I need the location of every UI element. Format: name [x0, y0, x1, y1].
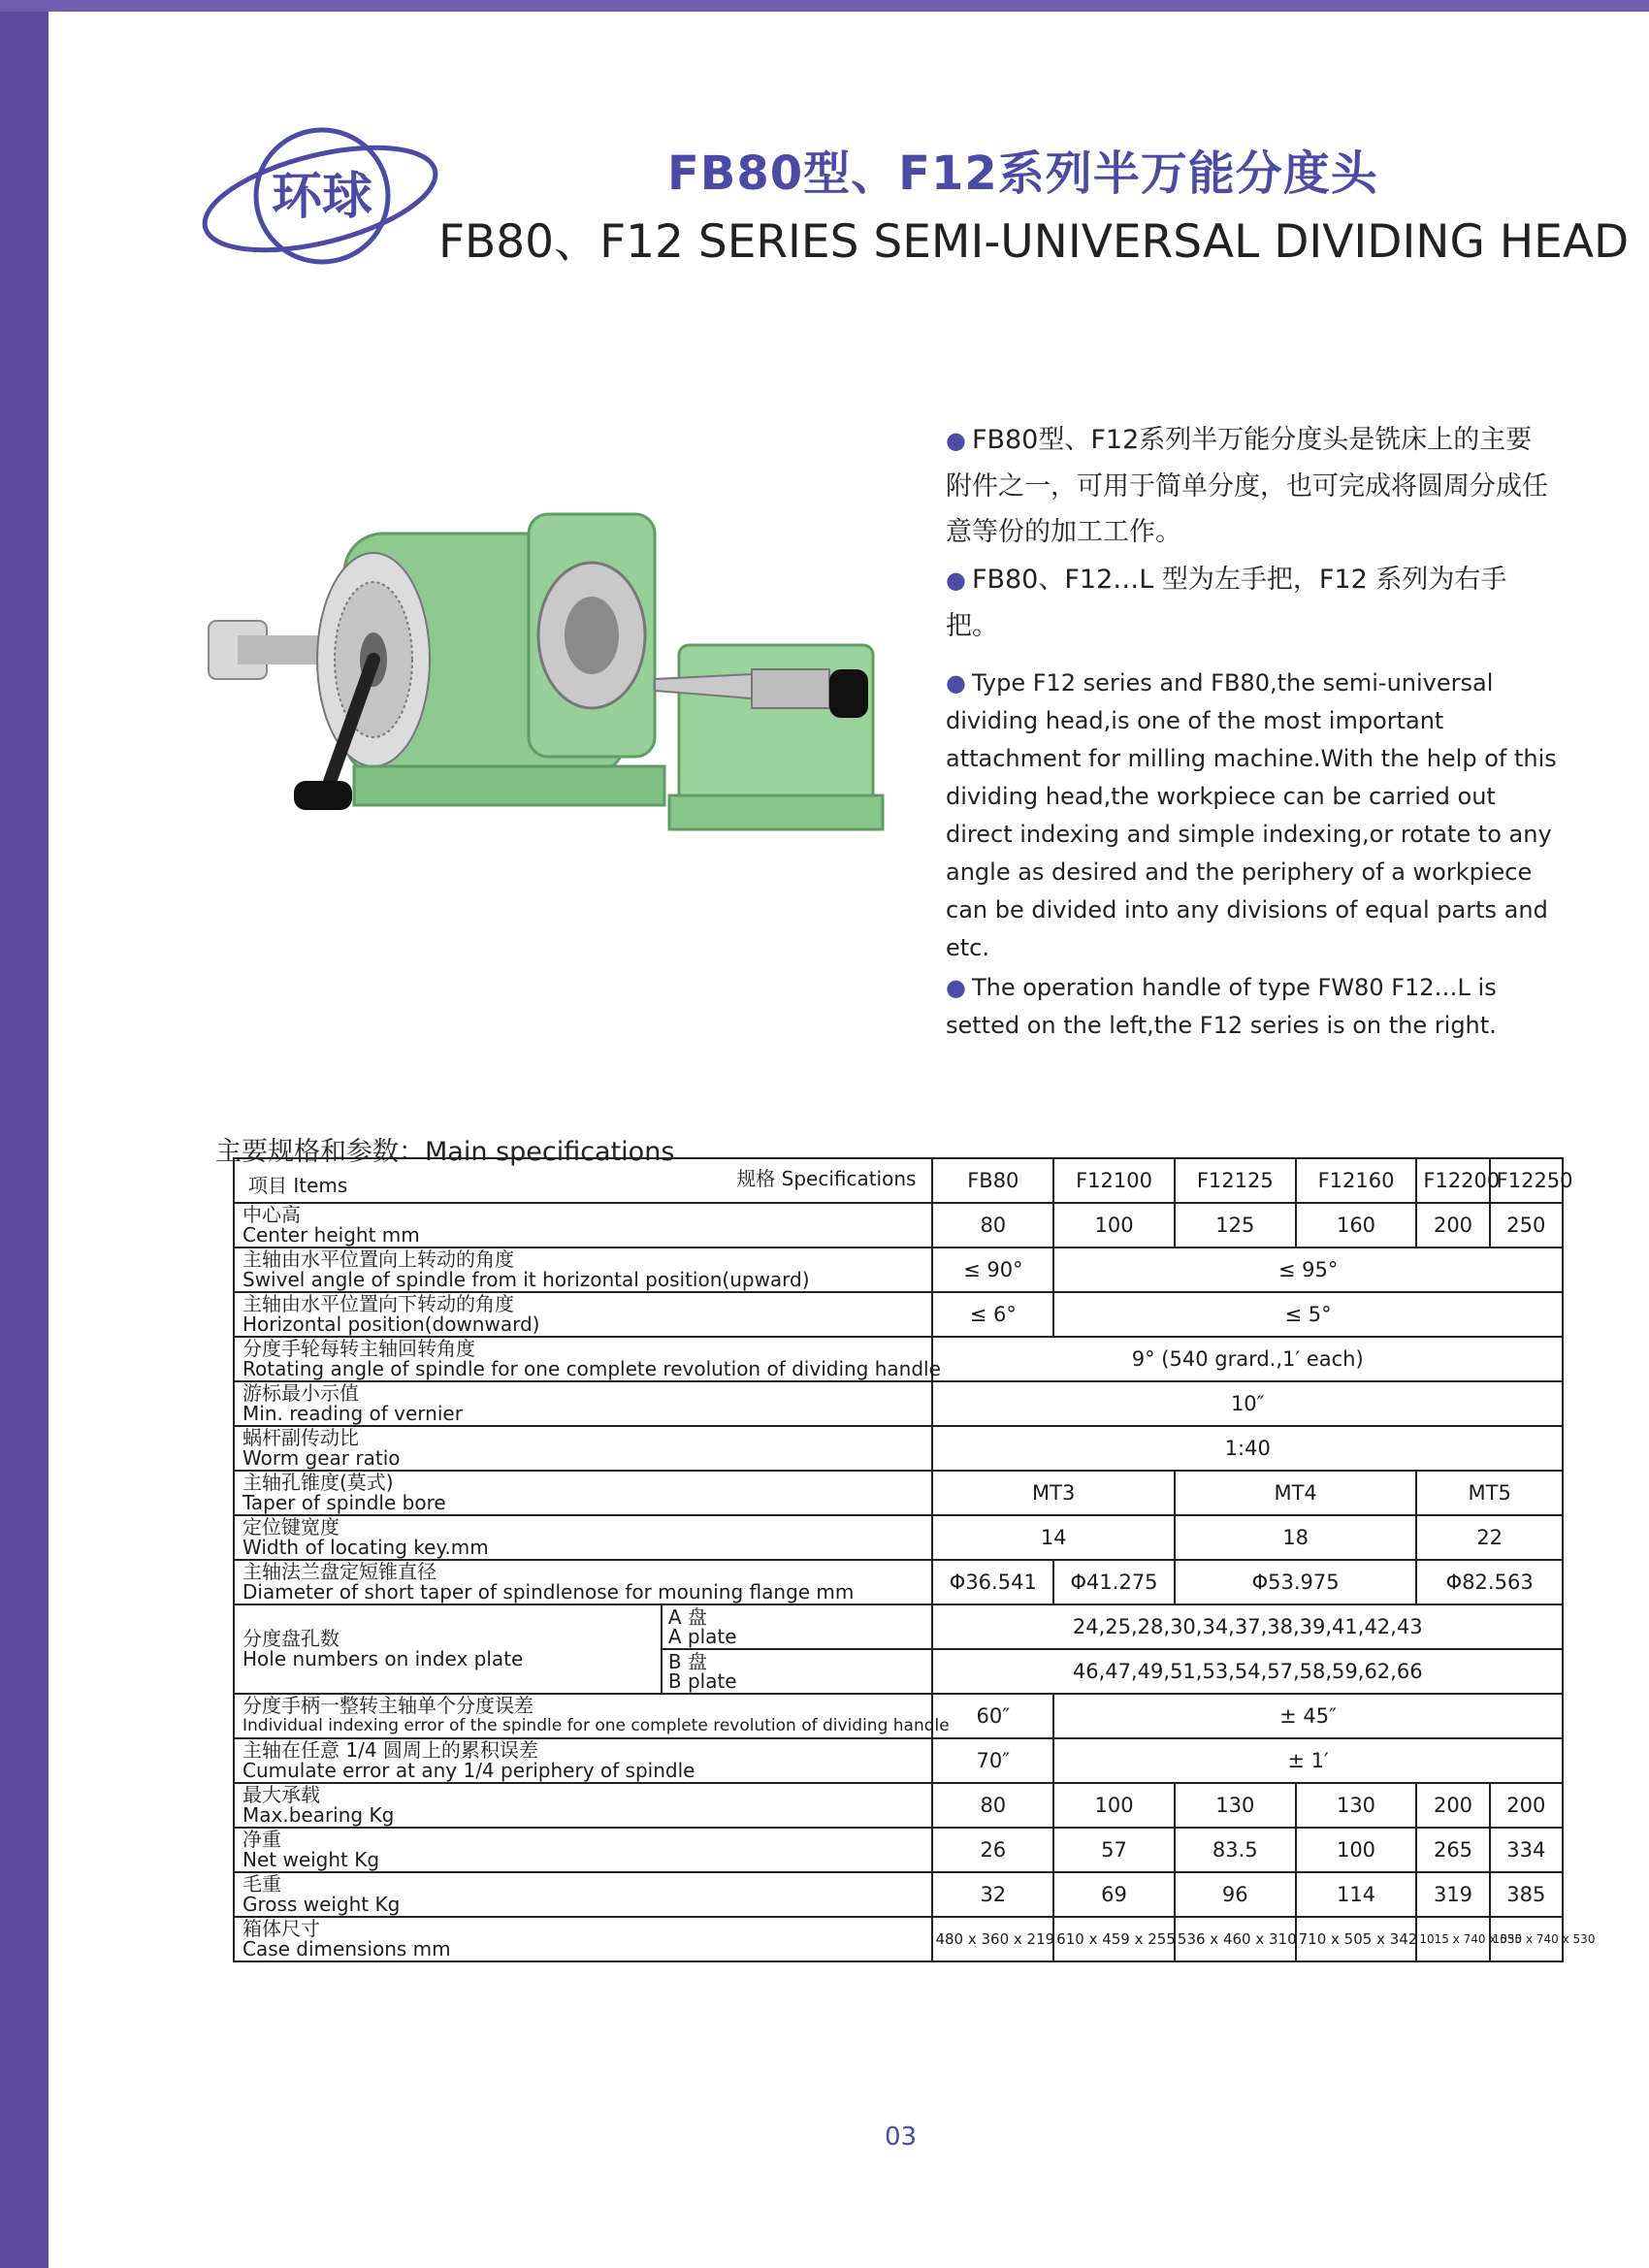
table-header-row [234, 1158, 1563, 1203]
row-label: 箱体尺寸 Case dimensions mm [234, 1917, 932, 1961]
bullet-icon: ● [946, 427, 966, 454]
description-chinese [946, 417, 1557, 651]
row-label: 分度手柄一整转主轴单个分度误差 Individual indexing error of the spindle for one complete revolution of dividing handle [234, 1694, 932, 1738]
table-row: 主轴孔锥度(莫式) Taper of spindle bore MT3 MT4 MT5 [234, 1471, 1563, 1515]
description-en-paragraph-2: ● The operation handle of type FW80 F12…L is setted on the left,the F12 series is on the right. [946, 974, 1497, 1039]
table-row: 主轴在任意 1/4 圆周上的累积误差 Cumulate error at any 1/4 periphery of spindle 70″ ± 1′ [234, 1738, 1563, 1783]
model-header: FB80 [932, 1158, 1053, 1203]
table-row: 分度手轮每转主轴回转角度 Rotating angle of spindle for one complete revolution of dividing handle 9° (540 grard.,1′ each) [234, 1337, 1563, 1381]
model-header: F12250 [1490, 1158, 1563, 1203]
title-english: FB80、F12 SERIES SEMI-UNIVERSAL DIVIDING HEAD [438, 215, 1630, 269]
row-label: 蜗杆副传动比 Worm gear ratio [234, 1426, 932, 1471]
table-row: 主轴由水平位置向上转动的角度 Swivel angle of spindle from it horizontal position(upward) ≤ 90° ≤ 95° [234, 1247, 1563, 1292]
table-row: 游标最小示值 Min. reading of vernier 10″ [234, 1381, 1563, 1426]
title-chinese: FB80型、F12系列半万能分度头 [667, 146, 1378, 201]
model-header: F12200 [1416, 1158, 1489, 1203]
description-cn-paragraph-2: ● FB80、F12…L 型为左手把，F12 系列为右手把。 [946, 565, 1507, 641]
row-label: 中心高 Center height mm [234, 1203, 932, 1247]
table-row: 主轴由水平位置向下转动的角度 Horizontal position(downward) ≤ 6° ≤ 5° [234, 1292, 1563, 1337]
left-color-band [0, 0, 48, 2268]
row-label: 主轴法兰盘定短锥直径 Diameter of short taper of spindlenose for mouning flange mm [234, 1560, 932, 1604]
table-row: 分度盘孔数 Hole numbers on index plate A 盘 A plate 24,25,28,30,34,37,38,39,41,42,43 [234, 1604, 1563, 1649]
top-color-band [0, 0, 1649, 12]
row-label: 主轴由水平位置向上转动的角度 Swivel angle of spindle from it horizontal position(upward) [234, 1247, 932, 1292]
description-en-paragraph-1: ● Type F12 series and FB80,the semi-universal dividing head,is one of the most important attachment for milling machine.With the help of this dividing head,the workpiece can be carried out direct indexing and simple indexing,or rotate to any angle as desired and the periphery of a workpiece can be divided into any divisions of equal parts and etc. [946, 669, 1557, 961]
table-row: 主轴法兰盘定短锥直径 Diameter of short taper of spindlenose for mouning flange mm Φ36.541 Φ41.275 Φ53.975 Φ82.563 [234, 1560, 1563, 1604]
table-row: 中心高 Center height mm 80 100 125 160 200 250 [234, 1203, 1563, 1247]
bullet-icon: ● [946, 669, 966, 697]
page-number: 03 [885, 2122, 918, 2152]
row-label: 分度手轮每转主轴回转角度 Rotating angle of spindle for one complete revolution of dividing handle [234, 1337, 932, 1381]
table-row: 蜗杆副传动比 Worm gear ratio 1:40 [234, 1426, 1563, 1471]
row-label: 主轴孔锥度(莫式) Taper of spindle bore [234, 1471, 932, 1515]
table-row: 定位键宽度 Width of locating key.mm 14 18 22 [234, 1515, 1563, 1560]
brand-logo [194, 116, 446, 281]
logo-text: 环球 [271, 167, 373, 226]
table-row: 箱体尺寸 Case dimensions mm 480 x 360 x 219 610 x 459 x 255 536 x 460 x 310 710 x 505 x 342 1015 x 740 x 530 1055 x 740 x 530 [234, 1917, 1563, 1961]
row-label: 净重 Net weight Kg [234, 1828, 932, 1872]
bullet-icon: ● [946, 974, 966, 1001]
product-illustration [209, 475, 907, 844]
sub-label: B 盘 B plate [662, 1649, 933, 1694]
row-label: 定位键宽度 Width of locating key.mm [234, 1515, 932, 1560]
row-label: 游标最小示值 Min. reading of vernier [234, 1381, 932, 1426]
bullet-icon: ● [946, 567, 966, 594]
description-english [946, 664, 1557, 1047]
model-header: F12125 [1175, 1158, 1296, 1203]
header-items-specifications: 规格 Specifications 项目 Items [234, 1158, 932, 1203]
row-label: 最大承载 Max.bearing Kg [234, 1783, 932, 1828]
table-row: 净重 Net weight Kg 26 57 83.5 100 265 334 [234, 1828, 1563, 1872]
row-label: 分度盘孔数 Hole numbers on index plate [234, 1604, 662, 1694]
model-header: F12100 [1053, 1158, 1175, 1203]
table-row: 毛重 Gross weight Kg 32 69 96 114 319 385 [234, 1872, 1563, 1917]
row-label: 主轴在任意 1/4 圆周上的累积误差 Cumulate error at any 1/4 periphery of spindle [234, 1738, 932, 1783]
table-row: B 盘 B plate 46,47,49,51,53,54,57,58,59,62,66 [234, 1649, 1563, 1694]
description-cn-paragraph-1: ● FB80型、F12系列半万能分度头是铣床上的主要附件之一，可用于简单分度，也可完成将圆周分成任意等份的加工工作。 [946, 425, 1548, 547]
table-row: 分度手柄一整转主轴单个分度误差 Individual indexing error of the spindle for one complete revolution of dividing handle 60″ ± 45″ [234, 1694, 1563, 1738]
spec-heading: 主要规格和参数：Main specifications [215, 1137, 675, 1167]
model-header: F12160 [1296, 1158, 1417, 1203]
table-row: 最大承载 Max.bearing Kg 80 100 130 130 200 200 [234, 1783, 1563, 1828]
sub-label: A 盘 A plate [662, 1604, 933, 1649]
row-label: 毛重 Gross weight Kg [234, 1872, 932, 1917]
row-label: 主轴由水平位置向下转动的角度 Horizontal position(downward) [234, 1292, 932, 1337]
spec-table [233, 1157, 1596, 1962]
